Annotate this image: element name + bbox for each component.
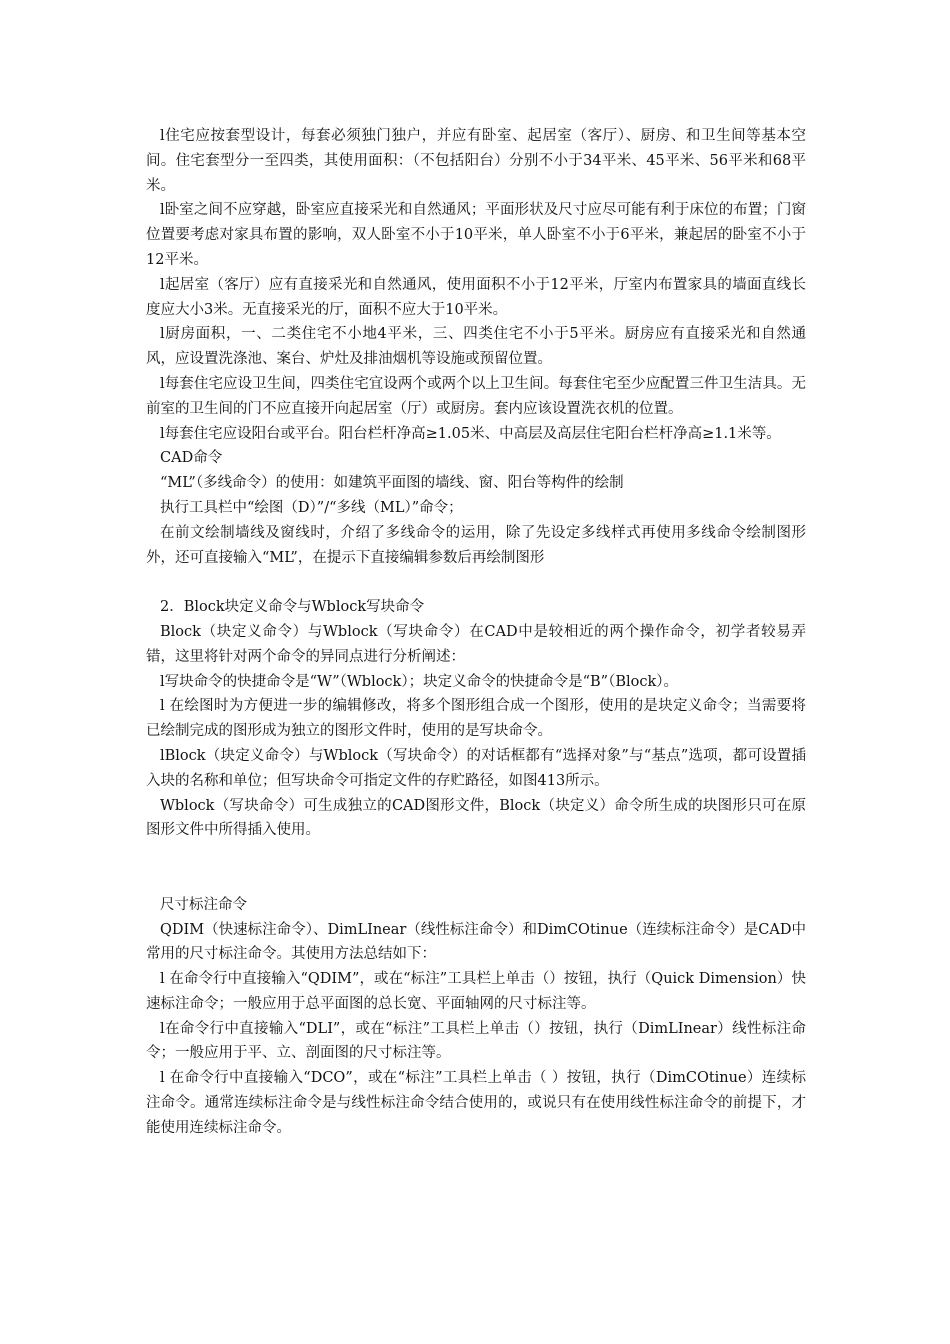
- paragraph-bedroom: l卧室之间不应穿越，卧室应直接采光和自然通风；平面形状及尺寸应尽可能有利于床位的布置；门窗位置要考虑对家具布置的影响，双人卧室不小于10平米，单人卧室不小于6平米，兼起居的卧室不小于12平米。: [146, 202, 806, 268]
- paragraph-ml-toolbar: 执行工具栏中“绘图（D）”/“多线（ML）”命令；: [160, 499, 463, 516]
- paragraph-dimension-intro: QDIM（快速标注命令）、DimLInear（线性标注命令）和DimCOtinue（连续标注命令）是CAD中常用的尺寸标注命令。其使用方法总结如下：: [146, 921, 806, 963]
- paragraph-dco: l 在命令行中直接输入“DCO”，或在“标注”工具栏上单击（ ）按钮，执行（DimCOtinue）连续标注命令。通常连续标注命令是与线性标注命令结合使用的，或说只有在使用线性标注命令的前提下，才能使用连续标注命令。: [146, 1070, 806, 1136]
- blank-line: [146, 570, 806, 595]
- paragraph-block-dialog: lBlock（块定义命令）与Wblock（写块命令）的对话框都有“选择对象”与“基点”选项，都可设置插入块的名称和单位；但写块命令可指定文件的存贮路径，如图413所示。: [146, 747, 806, 789]
- paragraph-living-room: l起居室（客厅）应有直接采光和自然通风，使用面积不小于12平米，厅室内布置家具的墙面直线长度应大小3米。无直接采光的厅，面积不应大于10平米。: [146, 276, 806, 318]
- heading-cad-commands: CAD命令: [160, 450, 223, 467]
- heading-dimension-commands: 尺寸标注命令: [160, 896, 247, 913]
- paragraph-ml-usage: “ML”（多线命令）的使用：如建筑平面图的墙线、窗、阳台等构件的绘制: [160, 475, 624, 492]
- paragraph-dli: l在命令行中直接输入“DLI”，或在“标注”工具栏上单击（）按钮，执行（DimLInear）线性标注命令；一般应用于平、立、剖面图的尺寸标注等。: [146, 1020, 806, 1062]
- paragraph-housing-layout: l住宅应按套型设计，每套必须独门独户，并应有卧室、起居室（客厅）、厨房、和卫生间等基本空间。住宅套型分一至四类，其使用面积：（不包括阳台）分别不小于34平米、45平米、56平米和68平米。: [146, 128, 806, 194]
- blank-lines: [146, 843, 806, 893]
- paragraph-qdim: l 在命令行中直接输入“QDIM”，或在“标注”工具栏上单击（）按钮，执行（Quick Dimension）快速标注命令；一般应用于总平面图的总长宽、平面轴网的尺寸标注等。: [146, 971, 806, 1012]
- document-body: [146, 124, 806, 1141]
- paragraph-block-shortcut: l写块命令的快捷命令是“W”（Wblock）；块定义命令的快捷命令是“B”（Block）。: [160, 673, 679, 690]
- paragraph-kitchen: l厨房面积，一、二类住宅不小地4平米，三、四类住宅不小于5平米。厨房应有直接采光和自然通风，应设置洗涤池、案台、炉灶及排油烟机等设施或预留位置。: [146, 326, 806, 368]
- paragraph-block-intro: Block（块定义命令）与Wblock（写块命令）在CAD中是较相近的两个操作命令，初学者较易弄错，这里将针对两个命令的异同点进行分析阐述：: [146, 623, 806, 665]
- paragraph-block-usage: l 在绘图时为方便进一步的编辑修改，将多个图形组合成一个图形，使用的是块定义命令；当需要将已绘制完成的图形成为独立的图形文件时，使用的是写块命令。: [146, 698, 806, 740]
- heading-block-wblock: 2．Block块定义命令与Wblock写块命令: [160, 599, 425, 616]
- paragraph-balcony: l每套住宅应设阳台或平台。阳台栏杆净高≥1.05米、中高层及高层住宅阳台栏杆净高≥1.1米等。: [160, 425, 781, 442]
- paragraph-wblock-file: Wblock（写块命令）可生成独立的CAD图形文件，Block（块定义）命令所生成的块图形只可在原图形文件中所得插入使用。: [146, 797, 806, 839]
- paragraph-bathroom: l每套住宅应设卫生间，四类住宅宜设两个或两个以上卫生间。每套住宅至少应配置三件卫生洁具。无前室的卫生间的门不应直接开向起居室（厅）或厨房。套内应该设置洗衣机的位置。: [146, 375, 806, 417]
- paragraph-ml-detail: 在前文绘制墙线及窗线时，介绍了多线命令的运用，除了先设定多线样式再使用多线命令绘制图形外，还可直接输入“ML”，在提示下直接编辑参数后再绘制图形: [146, 524, 806, 566]
